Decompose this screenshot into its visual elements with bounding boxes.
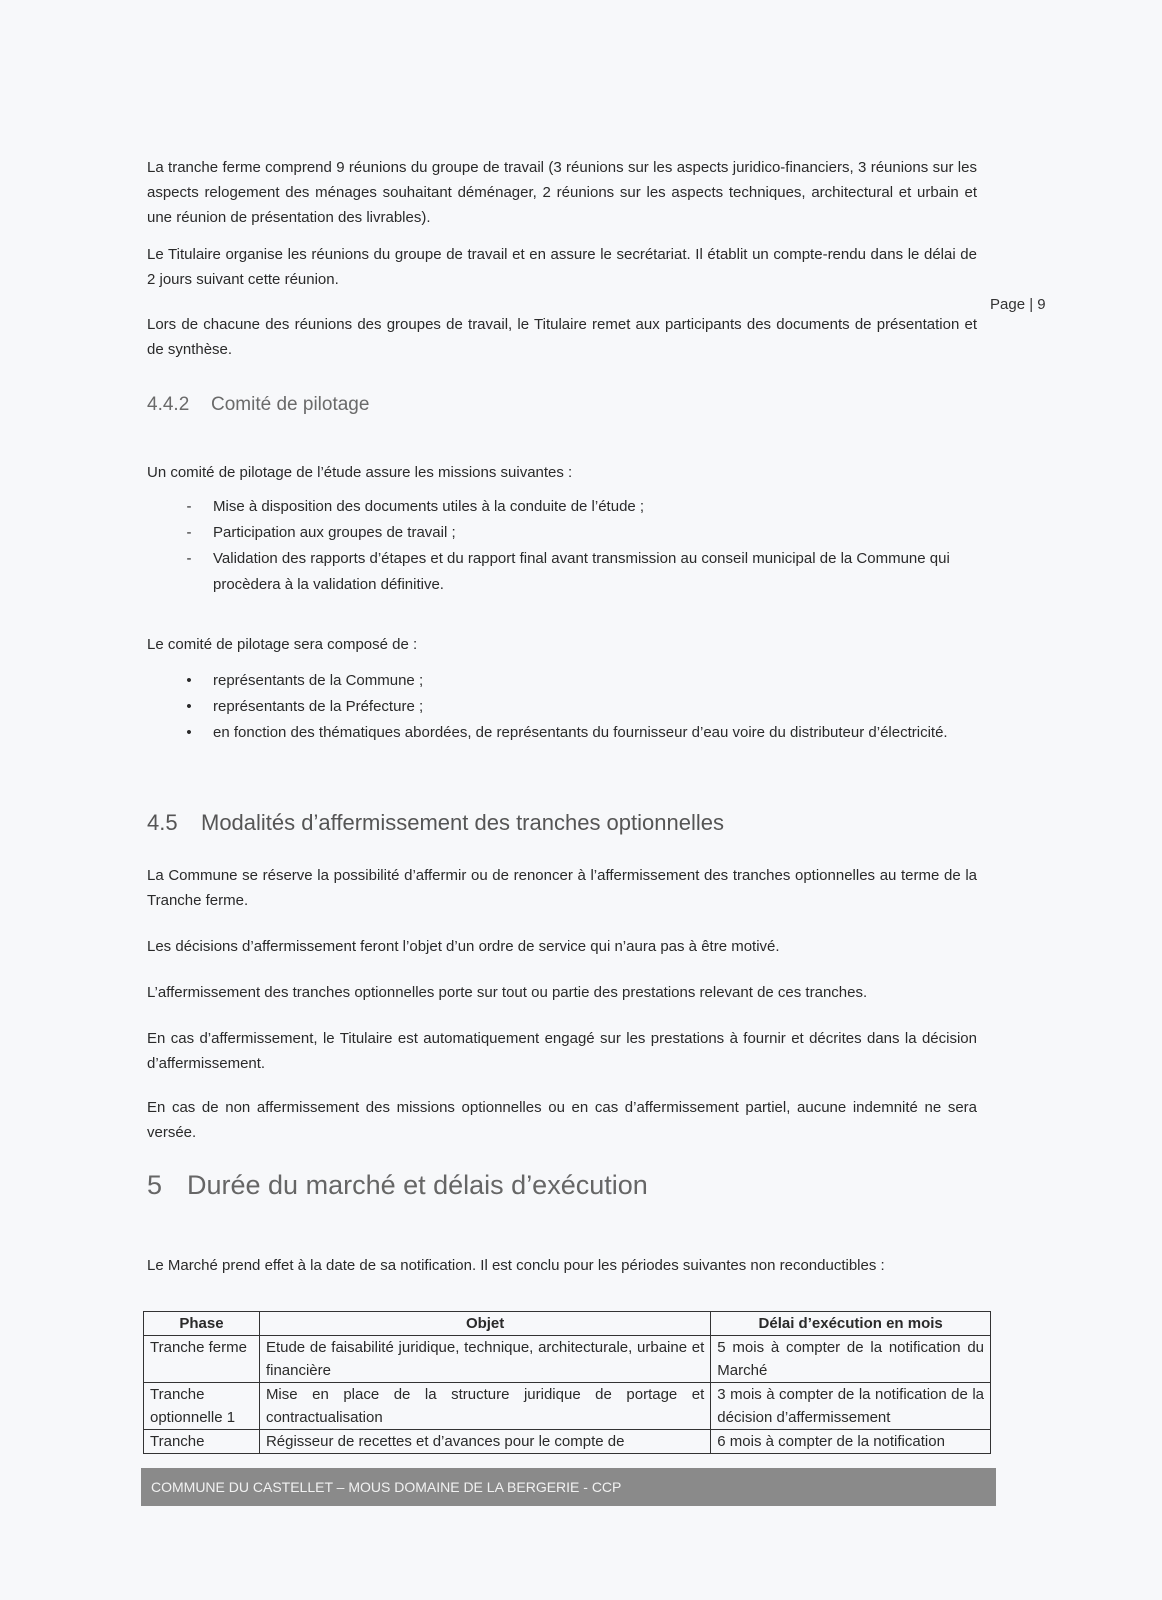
column-header: Objet: [259, 1312, 710, 1336]
dash-bullet-icon: -: [186, 550, 192, 567]
table-row: [144, 1336, 991, 1383]
list-item: • en fonction des thématiques abordées, de représentants du fournisseur d’eau voire du distributeur d’électricité.: [147, 720, 977, 746]
paragraph-lors-de-chacune: Lors de chacune des réunions des groupes de travail, le Titulaire remet aux participants des documents de présentation et de synthèse.: [147, 316, 977, 358]
paragraph-affermissement-1: La Commune se réserve la possibilité d’affermir ou de renoncer à l’affermissement des tranches optionnelles au terme de la Tranche ferme.: [147, 867, 977, 909]
list-item: - Mise à disposition des documents utiles à la conduite de l’étude ;: [147, 494, 977, 520]
dash-bullet-icon: -: [186, 524, 192, 541]
page-number: Page | 9: [990, 296, 1046, 313]
heading-5: [147, 1170, 648, 1201]
paragraph-marche-intro: Le Marché prend effet à la date de sa notification. Il est conclu pour les périodes suivantes non reconductibles :: [147, 1257, 885, 1274]
phases-table: [143, 1311, 991, 1454]
table-cell: Tranche ferme: [144, 1336, 260, 1383]
page-footer: COMMUNE DU CASTELLET – MOUS DOMAINE DE LA BERGERIE - CCP: [141, 1468, 996, 1506]
table-cell: 6 mois à compter de la notification: [711, 1430, 991, 1454]
heading-title: Durée du marché et délais d’exécution: [187, 1170, 648, 1200]
table-cell: Tranche: [144, 1430, 260, 1454]
table-cell: 3 mois à compter de la notification de la décision d’affermissement: [711, 1383, 991, 1430]
heading-title: Modalités d’affermissement des tranches optionnelles: [201, 810, 724, 835]
members-list: [147, 668, 977, 746]
table-cell: Mise en place de la structure juridique de portage et contractualisation: [259, 1383, 710, 1430]
paragraph-tranche-ferme: La tranche ferme comprend 9 réunions du groupe de travail (3 réunions sur les aspects juridico-financiers, 3 réunions sur les aspects relogement des ménages souhaitant déménager, 2 réunions sur les aspects techniques, architectural et urbain et une réunion de présentation des livrables).: [147, 159, 977, 226]
dash-bullet-icon: -: [186, 498, 192, 515]
table-cell: 5 mois à compter de la notification du Marché: [711, 1336, 991, 1383]
heading-title: Comité de pilotage: [211, 394, 370, 415]
missions-list: [147, 494, 977, 598]
bullet-dot-icon: •: [186, 724, 192, 741]
column-header: Phase: [144, 1312, 260, 1336]
heading-number: 4.4.2: [147, 394, 190, 415]
heading-4-4-2: [147, 394, 369, 416]
paragraph-affermissement-3: L’affermissement des tranches optionnelles porte sur tout ou partie des prestations relevant de ces tranches.: [147, 984, 868, 1001]
list-item: • représentants de la Préfecture ;: [147, 694, 977, 720]
paragraph-affermissement-5: En cas de non affermissement des missions optionnelles ou en cas d’affermissement partiel, aucune indemnité ne sera versée.: [147, 1099, 977, 1141]
heading-number: 4.5: [147, 810, 178, 835]
paragraph-affermissement-2: Les décisions d’affermissement feront l’objet d’un ordre de service qui n’aura pas à être motivé.: [147, 938, 780, 955]
table-cell: Tranche optionnelle 1: [144, 1383, 260, 1430]
column-header: Délai d’exécution en mois: [711, 1312, 991, 1336]
heading-4-5: [147, 810, 724, 836]
paragraph-comite-intro: Un comité de pilotage de l’étude assure les missions suivantes :: [147, 464, 573, 481]
table-cell: Régisseur de recettes et d’avances pour le compte de: [259, 1430, 710, 1454]
bullet-dot-icon: •: [186, 672, 192, 689]
paragraph-titulaire-organise: Le Titulaire organise les réunions du groupe de travail et en assure le secrétariat. Il établit un compte-rendu dans le délai de 2 jours suivant cette réunion.: [147, 246, 977, 288]
list-item: - Participation aux groupes de travail ;: [147, 520, 977, 546]
list-item: • représentants de la Commune ;: [147, 668, 977, 694]
table-cell: Etude de faisabilité juridique, technique, architecturale, urbaine et financière: [259, 1336, 710, 1383]
table-header-row: [144, 1312, 991, 1336]
paragraph-composition-intro: Le comité de pilotage sera composé de :: [147, 636, 418, 653]
heading-number: 5: [147, 1170, 163, 1200]
list-item: - Validation des rapports d’étapes et du rapport final avant transmission au conseil municipal de la Commune qui procèdera à la validation définitive.: [147, 546, 977, 598]
table-row: [144, 1383, 991, 1430]
bullet-dot-icon: •: [186, 698, 192, 715]
paragraph-affermissement-4: En cas d’affermissement, le Titulaire est automatiquement engagé sur les prestations à fournir et décrites dans la décision d’affermissement.: [147, 1030, 977, 1072]
table-row: [144, 1430, 991, 1454]
